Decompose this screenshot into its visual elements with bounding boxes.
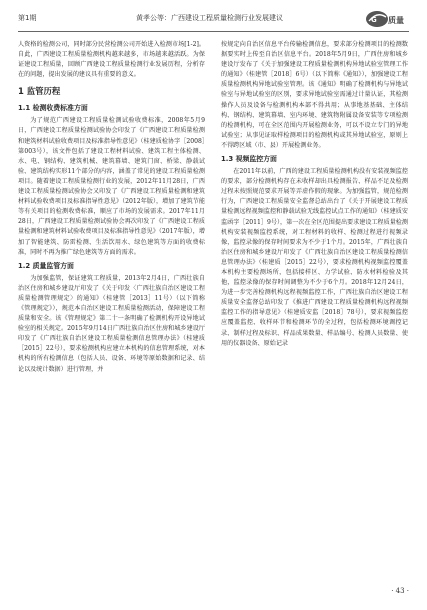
subsection-heading-1-3: 1.3 视频监控方面 [221, 155, 277, 164]
section-heading-1: 1 监管历程 [18, 86, 61, 97]
svg-text:G: G [371, 16, 377, 24]
intro-paragraph: 人资格的检测公司，同时部分民营检测公司开始进入检测市场[1-2]。自此，广西建设工程质量检测机构越来越多，市场越来越活跃。为保证建设工程质量，回顾广西建设工程质量检测行业发展历程，分析存在的问题，提出发展的建议具有重要的意义。 [18, 41, 205, 79]
running-title: 黄孝公等：广西建设工程质量检测行业发展建议 [136, 14, 283, 22]
subsection-heading-1-2: 1.2 质量监管方面 [18, 261, 74, 270]
subsection-heading-1-1: 1.1 检测收费标准方面 [18, 104, 88, 113]
issue-number: 第1期 [18, 14, 37, 22]
header-rule [18, 31, 409, 32]
logo-text: 质量 [388, 16, 404, 25]
page-number: · 43 · [391, 587, 409, 595]
right-column [221, 40, 408, 349]
paragraph-fee-standards: 为了规范广西建设工程质量检测试验收费标准，2008年5月9日，广西建设工程质量检测试验协会印发了《广西建设工程质量检测和建筑材料试验收费项目及标准指导性意见》（桂建质检协字［2008］第003号），该文件包括了建设工程材料试验、建筑工程主体检测、水、电、钢结构、建筑机械、建筑幕墙、建筑门窗、桥梁、静载试验、建筑结构实形11个部分的内容，涵盖了常见的建设工程质量检测项目。随着建设工程质量检测行业的发展，2012年11月28日，广西建设工程质量检测试验协会又印发了《广西建设工程质量检测和建筑材料试验收费项目及标准指导性意见》（2012年版），增加了建筑节能等有关项目的检测收费标准，顺应了市场的发展需求。2017年11月28日，广西建设工程质量检测试验协会再次印发了《广西建设工程质量检测和建筑材料试验收费项目及标准指导性意见》（2017年版），增加了智能建筑、防雷检测、生活饮用水、绿色建筑等方面的收费标准，同时不再为推广绿色建筑等方面的需求。 [18, 117, 205, 256]
page-header [18, 9, 409, 33]
left-column [18, 40, 205, 375]
journal-logo [365, 9, 409, 29]
paragraph-quality-supervision: 为加强监管，保证建筑工程质量，2013年2月4日，广西壮族自治区住房和城乡建设厅印发了《关于印发〈广西壮族自治区建设工程质量检测管理规定〉的通知》（桂建管［2013］11号）（以下简称《管理规定》），规范本自治区建设工程质量检测活动，保障建设工程质量和安全。该《管理规定》第二十一条明确了检测机构开设异地试验室的相关规定。2015年9月14日广西壮族自治区住房和城乡建设厅印发了《广西壮族自治区建设工程质量检测信息管理办法》（桂建质［2015］22号），要求检测机构应建立本机构的信息管理系统，对本机构的所有检测信息（包括人员、设备、环境等原始数据和记录、结论以及统计数据）进行管理，并 [18, 274, 205, 373]
paragraph-video-monitoring: 在2011年以前，广西的建设工程质量检测机构没有安装视频监控的要求，部分检测机构存在未收样却出具检测报告、样品不足及检测过程未按照规范要求开展等弄虚作假的现象。为加强监管，规范检测行为，广西建设工程质量安全监督总站出台了《关于开展建设工程质量检测远程视频监控和静载试验无线监控试点工作的通知》（桂建质安监函字［2011］9号），第一次在全区范围提出要求建设工程质量检测机构安装视频监控系统，对工程材料的收样、检测过程进行视频录像，监控录像的保存时间要求为不少于1个月。2015年，广西壮族自治区住房和城乡建设厅印发了《广西壮族自治区建设工程质量检测信息管理办法》（桂建质［2015］22号），要求检测机构视频监控覆盖本机构主要检测场所，包括接样区、力学试验、防水材料检验及其他，监控录像的保存时间调整为不少于6个月。2018年12月24日，为进一步完善检测机构远程视频监控工作，广西壮族自治区建设工程质量安全监督总站印发了《推进广西建设工程质量检测机构远程视频监控工作的指导意见》（桂建质安监［2018］78号），要求视频监控应覆盖监控、收样环节和检测环节的全过程，包括检测环境调控记录、制样过程及标识、样品成果数量、样品编号、检测人员数量、使用的仪器设备、原始记录 [221, 168, 408, 347]
paragraph-continued: 按规定向自治区信息平台传输检测信息，要求部分检测项目的检测数据要实时上传至自治区信息平台。2018年5月9日，广西住房和城乡建设厅发布了《关于加强建设工程质量检测机构异地试验室管理工作的通知》（桂建管［2018］6号）（以下简称《通知》），加强建设工程质量检测机构异地试验室管理。该《通知》明确了检测机构与异地试验室与异地试验室的区别，要求异地试验室需通过计量认证，其检测操作人员及设备与检测机构本部不得共用；从事地基基础、主体结构、钢结构、建筑幕墙、室内环境、建筑物附属设备安装等专项检测的检测机构，可在全区范围内开展检测业务，可以不设立专门的异地试验室；从事见证取样检测项目的检测机构或其异地试验室，原则上不得跨区域（市、县）开展检测业务。 [221, 41, 408, 149]
